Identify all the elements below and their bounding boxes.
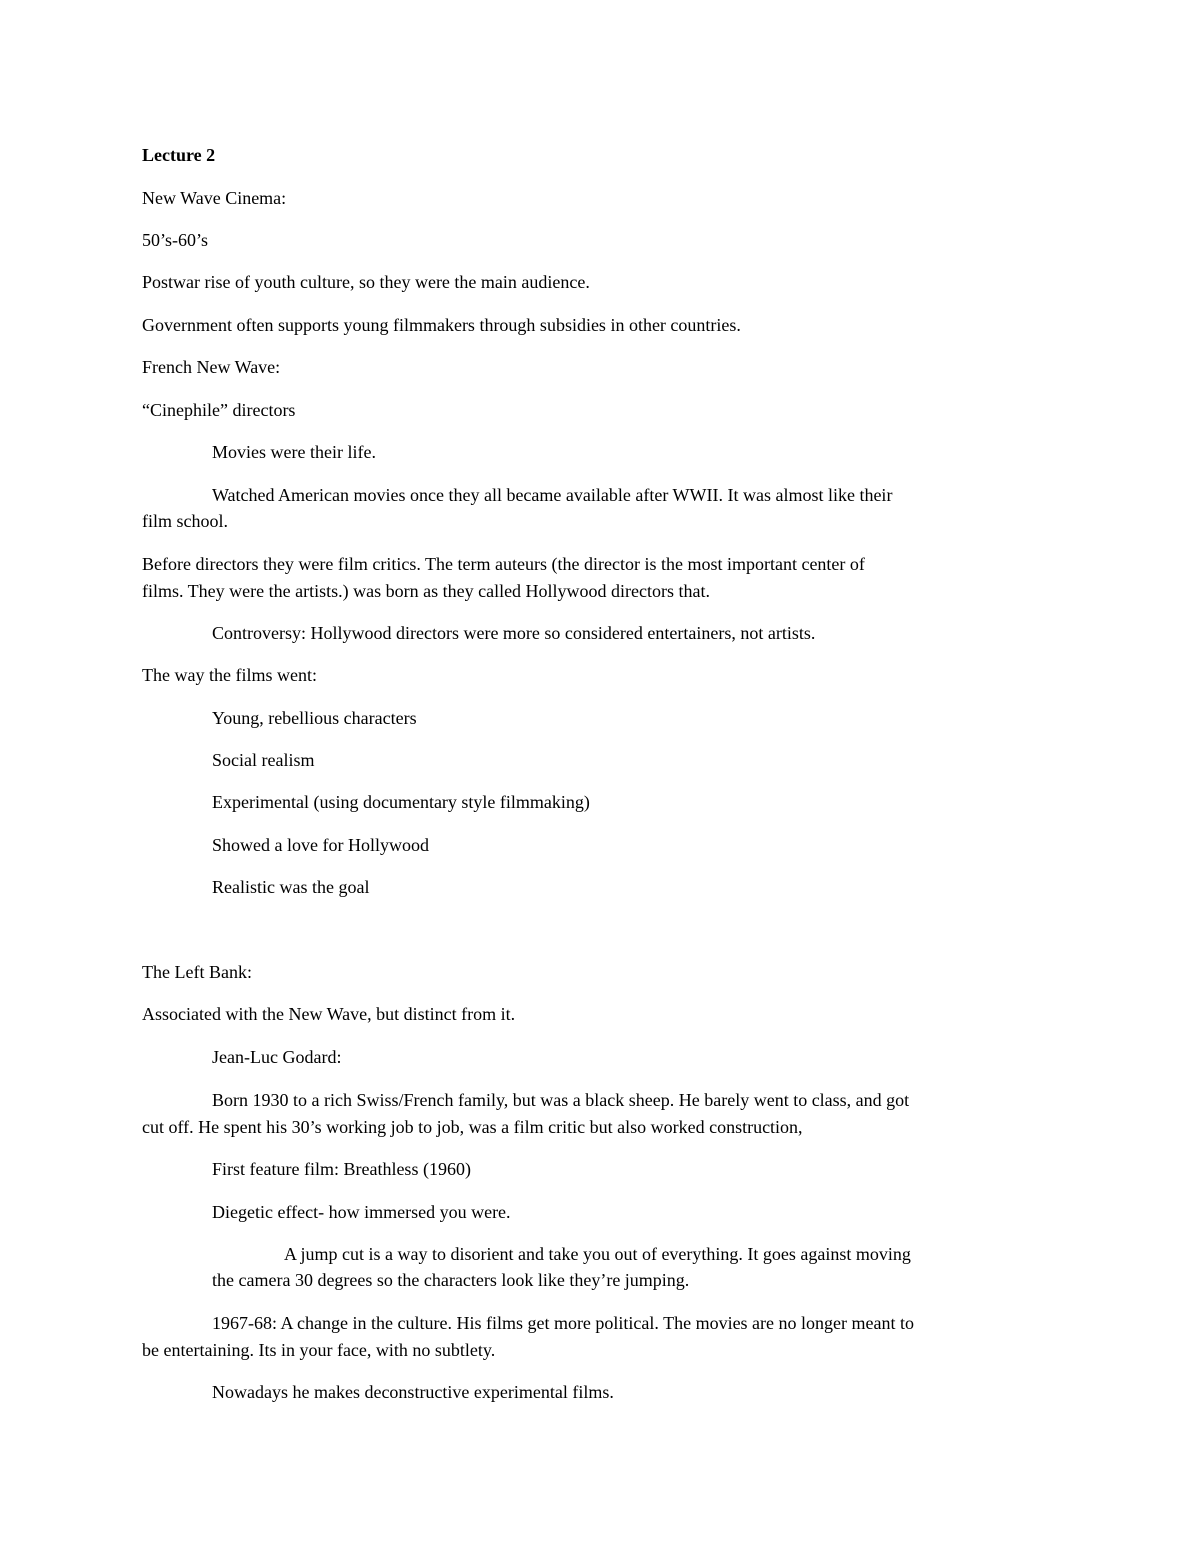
text-line: cut off. He spent his 30’s working job to job, was a film critic but also worked construction, — [142, 1117, 803, 1137]
document-title: Lecture 2 — [142, 145, 216, 165]
text-line: films. They were the artists.) was born as they called Hollywood directors that. — [142, 581, 711, 601]
text-line: Young, rebellious characters — [212, 708, 417, 728]
text-line: Before directors they were film critics. The term auteurs (the director is the most important center of — [142, 554, 865, 574]
text-line: the camera 30 degrees so the characters look like they’re jumping. — [212, 1270, 690, 1290]
text-line: Jean-Luc Godard: — [212, 1047, 342, 1067]
text-line: The Left Bank: — [142, 962, 252, 982]
text-line: New Wave Cinema: — [142, 188, 287, 208]
text-line: “Cinephile” directors — [142, 400, 296, 420]
text-line: Showed a love for Hollywood — [212, 835, 429, 855]
text-line: Social realism — [212, 750, 315, 770]
text-line: Postwar rise of youth culture, so they were the main audience. — [142, 272, 590, 292]
text-line: Born 1930 to a rich Swiss/French family, but was a black sheep. He barely went to class, and got — [212, 1090, 910, 1110]
text-line: Diegetic effect- how immersed you were. — [212, 1202, 511, 1222]
text-line: Nowadays he makes deconstructive experimental films. — [212, 1382, 614, 1402]
text-line: A jump cut is a way to disorient and take you out of everything. It goes against moving — [284, 1244, 911, 1264]
text-line: Government often supports young filmmakers through subsidies in other countries. — [142, 315, 741, 335]
text-line: Associated with the New Wave, but distinct from it. — [142, 1004, 516, 1024]
text-line: French New Wave: — [142, 357, 281, 377]
text-line: The way the films went: — [142, 665, 317, 685]
text-line: Watched American movies once they all became available after WWII. It was almost like their — [212, 485, 893, 505]
text-line: Realistic was the goal — [212, 877, 370, 897]
text-line: 50’s-60’s — [142, 230, 209, 250]
text-line: First feature film: Breathless (1960) — [212, 1159, 471, 1179]
text-line: Experimental (using documentary style filmmaking) — [212, 792, 590, 812]
text-line: Controversy: Hollywood directors were more so considered entertainers, not artists. — [212, 623, 816, 643]
text-line: Movies were their life. — [212, 442, 376, 462]
text-line: film school. — [142, 511, 228, 531]
text-line: be entertaining. Its in your face, with no subtlety. — [142, 1340, 496, 1360]
text-line: 1967-68: A change in the culture. His films get more political. The movies are no longer meant to — [212, 1313, 914, 1333]
